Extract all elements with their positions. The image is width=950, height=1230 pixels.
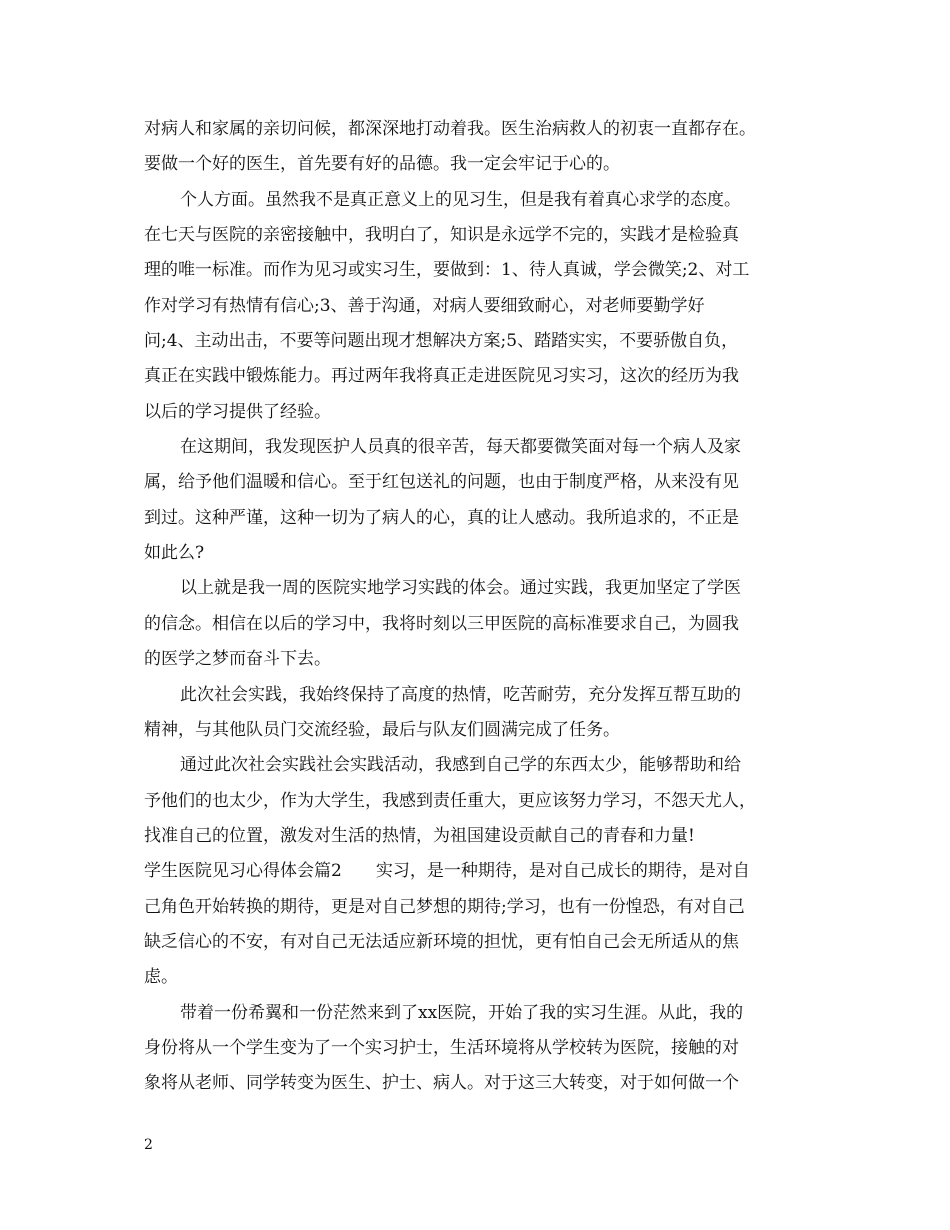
text-line: 通过此次社会实践社会实践活动，我感到自己学的东西太少，能够帮助和给	[180, 755, 741, 776]
text-line: 个人方面。虽然我不是真正意义上的见习生，但是我有着真心求学的态度。	[180, 189, 741, 210]
text-line: 作对学习有热情有信心;3、善于沟通，对病人要细致耐心，对老师要勤学好	[144, 295, 705, 316]
text-line: 对病人和家属的亲切问候，都深深地打动着我。医生治病救人的初衷一直都存在。	[144, 119, 756, 139]
page-number: 2	[144, 1137, 153, 1153]
text-line: 的医学之梦而奋斗下去。	[144, 649, 331, 670]
text-line: 到过。这种严谨，这种一切为了病人的心，真的让人感动。我所追求的，不正是	[144, 507, 739, 528]
text-line: 缺乏信心的不安，有对自己无法适应新环境的担忧，更有怕自己会无所适从的焦	[144, 931, 739, 952]
text-line: 如此么?	[144, 543, 205, 564]
text-line: 在七天与医院的亲密接触中，我明白了，知识是永远学不完的，实践才是检验真	[144, 225, 739, 246]
text-line: 找准自己的位置，激发对生活的热情，为祖国建设贡献自己的青春和力量!	[144, 825, 695, 846]
text-line: 身份将从一个学生变为了一个实习护士，生活环境将从学校转为医院，接触的对	[144, 1037, 739, 1058]
text-line: 带着一份希翼和一份茫然来到了xx医院，开始了我的实习生涯。从此，我的	[180, 1002, 744, 1023]
text-line: 真正在实践中锻炼能力。再过两年我将真正走进医院见习实习，这次的经历为我	[144, 366, 739, 387]
text-line: 精神，与其他队员门交流经验，最后与队友们圆满完成了任务。	[144, 719, 620, 740]
text-line: 此次社会实践，我始终保持了高度的热情，吃苦耐劳，充分发挥互帮互助的	[180, 684, 741, 705]
text-line: 象将从老师、同学转变为医生、护士、病人。对于这三大转变，对于如何做一个	[144, 1073, 739, 1094]
body-text	[144, 112, 834, 1102]
text-line: 予他们的也太少，作为大学生，我感到责任重大，更应该努力学习，不怨天尤人，	[144, 790, 756, 811]
text-line: 问;4、主动出击，不要等问题出现才想解决方案;5、踏踏实实，不要骄傲自负，	[144, 331, 739, 352]
text-line: 理的唯一标准。而作为见习或实习生，要做到：1、待人真诚，学会微笑;2、对工	[144, 260, 750, 281]
text-line: 以上就是我一周的医院实地学习实践的体会。通过实践，我更加坚定了学医	[180, 578, 741, 599]
text-line: 以后的学习提供了经验。	[144, 401, 331, 422]
text-line: 要做一个好的医生，首先要有好的品德。我一定会牢记于心的。	[144, 154, 620, 175]
text-line: 在这期间，我发现医护人员真的很辛苦，每天都要微笑面对每一个病人及家	[180, 437, 741, 458]
text-line: 己角色开始转换的期待，更是对自己梦想的期待;学习，也有一份惶恐，有对自己	[144, 896, 745, 917]
text-line: 学生医院见习心得体会篇2 实习，是一种期待，是对自己成长的期待，是对自	[144, 861, 750, 882]
text-line: 虑。	[144, 967, 178, 988]
text-line: 的信念。相信在以后的学习中，我将时刻以三甲医院的高标准要求自己，为圆我	[144, 613, 739, 634]
text-line: 属，给予他们温暖和信心。至于红包送礼的问题，也由于制度严格，从来没有见	[144, 472, 739, 493]
